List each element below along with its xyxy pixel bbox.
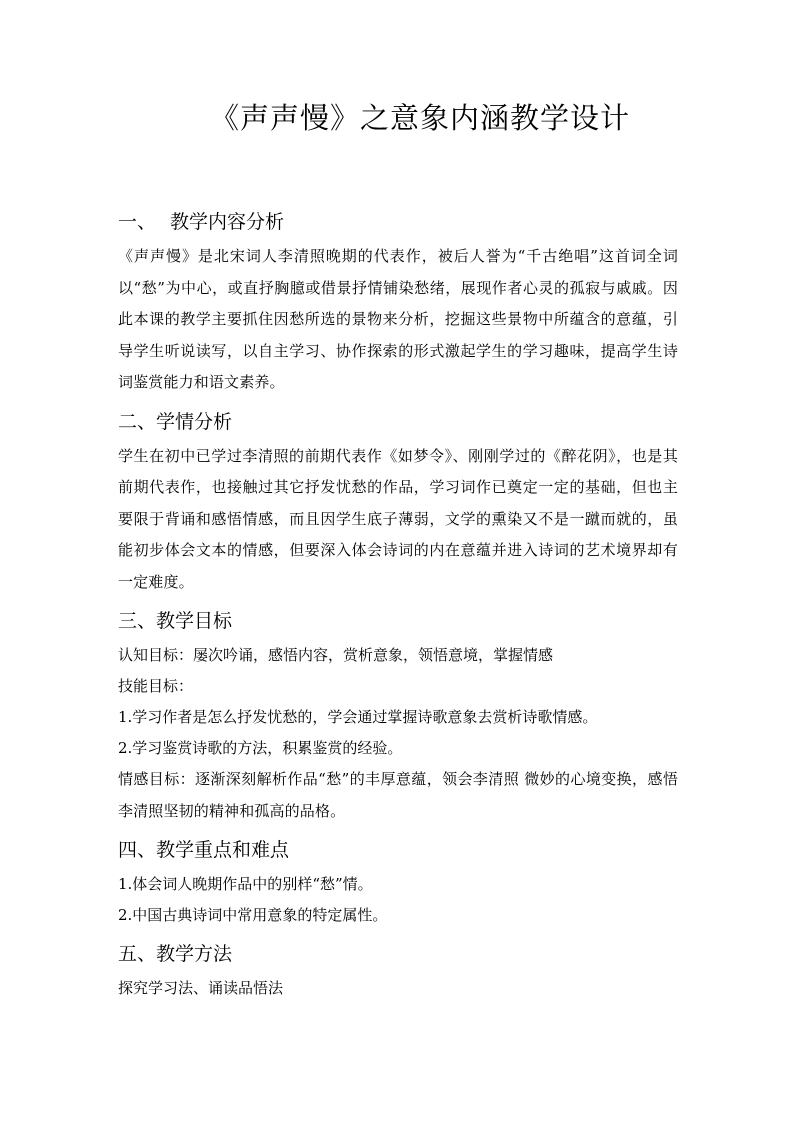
section-title: 教学内容分析 (170, 211, 285, 233)
goal-line: 技能目标： (118, 677, 194, 695)
section-heading: 二、学情分析 (118, 410, 233, 433)
section-teaching-methods (118, 937, 678, 1004)
section-heading: 五、教学方法 (118, 943, 233, 965)
section-heading: 三、教学目标 (118, 610, 233, 632)
section-heading (118, 205, 678, 239)
section-key-points (118, 833, 678, 931)
section-paragraph: 《声声慢》是北宋词人李清照晚期的代表作，被后人誉为“千古绝唱”这首词全词以“愁”为中心，或直抒胸臆或借景抒情铺染愁绪，展现作者心灵的孤寂与戚戚。因此本课的教学主要抓住因愁所选的景物来分析，挖掘这些景物中所蕴含的意蕴，引导学生听说读写，以自主学习、协作探索的形式激起学生的学习趣味，提高学生诗词鉴赏能力和语文素养。 (118, 247, 678, 391)
goal-line: 2.学习鉴赏诗歌的方法，积累鉴赏的经验。 (118, 739, 403, 757)
section-heading: 四、教学重点和难点 (118, 839, 290, 861)
section-number: 一、 (118, 211, 157, 233)
document-body (118, 205, 678, 1004)
section-paragraph: 学生在初中已学过李清照的前期代表作《如梦令》、刚刚学过的《醉花阴》，也是其前期代表作，也接触过其它抒发忧愁的作品，学习词作已奠定一定的基础，但也主要限于背诵和感悟情感，而且因学生底子薄弱，文学的熏染又不是一蹴而就的，虽能初步体会文本的情感，但要深入体会诗词的内在意蕴并进入诗词的艺术境界却有一定难度。 (118, 446, 678, 591)
section-content-analysis (118, 205, 678, 399)
goal-line: 认知目标：屡次吟诵，感悟内容，赏析意象，领悟意境，掌握情感 (118, 646, 554, 664)
method-line: 探究学习法、诵读品悟法 (118, 979, 284, 997)
key-point-line: 2.中国古典诗词中常用意象的特定属性。 (118, 906, 388, 924)
section-student-analysis (118, 405, 678, 599)
key-point-line: 1.体会词人晚期作品中的别样“愁”情。 (118, 875, 373, 893)
goal-paragraph: 情感目标：逐渐深刻解析作品“愁”的丰厚意蕴，领会李清照 微妙的心境变换，感悟李清照坚韧的精神和孤高的品格。 (118, 770, 678, 820)
section-teaching-goals (118, 604, 678, 827)
goal-line: 1.学习作者是怎么抒发忧愁的，学会通过掌握诗歌意象去赏析诗歌情感。 (118, 708, 598, 726)
document-title: 《声声慢》之意象内涵教学设计 (209, 101, 630, 135)
